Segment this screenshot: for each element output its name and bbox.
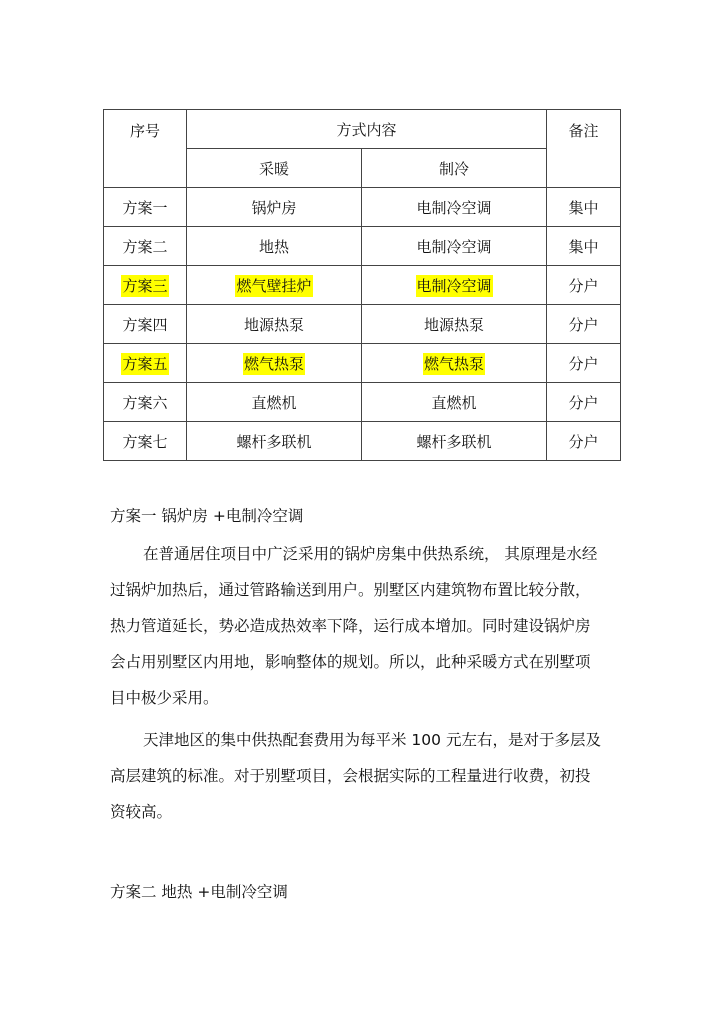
section1-p1-line2: 过锅炉加热后，通过管路输送到用户。别墅区内建筑物布置比较分散， bbox=[110, 581, 591, 599]
row-note bbox=[547, 266, 621, 305]
row-note-text: 分户 bbox=[568, 432, 599, 451]
header-heating: 采暖 bbox=[187, 149, 362, 188]
row-heating-text: 地热 bbox=[258, 237, 289, 256]
section1-p2-line1: 天津地区的集中供热配套费用为每平米 100 元左右，是对于多层及 bbox=[143, 731, 601, 749]
row-name bbox=[104, 227, 187, 266]
row-note-text: 集中 bbox=[568, 237, 599, 256]
section2-heading: 方案二 地热 +电制冷空调 bbox=[110, 883, 288, 901]
row-name bbox=[104, 422, 187, 461]
section1-p2-line3: 资较高。 bbox=[110, 803, 173, 821]
row-heating-text: 燃气热泵 bbox=[243, 354, 304, 373]
row-heating-text: 地源热泵 bbox=[243, 315, 304, 334]
row-name-text: 方案二 bbox=[122, 237, 168, 256]
table-row bbox=[104, 227, 621, 266]
row-heating bbox=[187, 188, 362, 227]
row-heating-text: 直燃机 bbox=[251, 393, 297, 412]
row-heating-text: 锅炉房 bbox=[251, 198, 297, 217]
row-cooling-text: 燃气热泵 bbox=[424, 354, 485, 373]
table-row bbox=[104, 266, 621, 305]
row-note-text: 分户 bbox=[568, 276, 599, 295]
scheme-table bbox=[103, 109, 621, 461]
row-note-text: 分户 bbox=[568, 315, 599, 334]
table-row bbox=[104, 422, 621, 461]
row-cooling-text: 电制冷空调 bbox=[416, 198, 492, 217]
row-note bbox=[547, 383, 621, 422]
section1-p1-line1: 在普通居住项目中广泛采用的锅炉房集中供热系统， 其原理是水经 bbox=[143, 545, 598, 563]
row-name bbox=[104, 305, 187, 344]
row-cooling-text: 电制冷空调 bbox=[416, 237, 492, 256]
row-note bbox=[547, 344, 621, 383]
header-content: 方式内容 bbox=[187, 110, 547, 149]
row-note bbox=[547, 227, 621, 266]
row-heating bbox=[187, 383, 362, 422]
row-heating bbox=[187, 422, 362, 461]
row-note-text: 分户 bbox=[568, 354, 599, 373]
row-note bbox=[547, 305, 621, 344]
section1-p1-line5: 目中极少采用。 bbox=[110, 689, 219, 707]
row-name-text: 方案四 bbox=[122, 315, 168, 334]
row-cooling-text: 地源热泵 bbox=[424, 315, 485, 334]
header-cooling: 制冷 bbox=[362, 149, 547, 188]
row-heating-text: 螺杆多联机 bbox=[236, 432, 312, 451]
row-cooling bbox=[362, 188, 547, 227]
row-heating bbox=[187, 227, 362, 266]
table-row bbox=[104, 188, 621, 227]
section1-p2-line2: 高层建筑的标准。对于别墅项目，会根据实际的工程量进行收费，初投 bbox=[110, 767, 591, 785]
header-note: 备注 bbox=[547, 110, 621, 188]
row-cooling-text: 螺杆多联机 bbox=[416, 432, 492, 451]
row-cooling-text: 电制冷空调 bbox=[416, 276, 492, 295]
row-cooling bbox=[362, 305, 547, 344]
row-heating bbox=[187, 266, 362, 305]
row-heating bbox=[187, 305, 362, 344]
row-name bbox=[104, 344, 187, 383]
table-row bbox=[104, 383, 621, 422]
row-cooling bbox=[362, 344, 547, 383]
row-note-text: 集中 bbox=[568, 198, 599, 217]
row-note-text: 分户 bbox=[568, 393, 599, 412]
row-name bbox=[104, 383, 187, 422]
row-name bbox=[104, 266, 187, 305]
row-heating bbox=[187, 344, 362, 383]
row-name-text: 方案一 bbox=[122, 198, 168, 217]
row-cooling bbox=[362, 266, 547, 305]
row-name-text: 方案七 bbox=[122, 432, 168, 451]
row-note bbox=[547, 188, 621, 227]
row-name bbox=[104, 188, 187, 227]
row-name-text: 方案六 bbox=[122, 393, 168, 412]
section1-p1-line4: 会占用别墅区内用地，影响整体的规划。所以，此种采暖方式在别墅项 bbox=[110, 653, 591, 671]
row-name-text: 方案三 bbox=[122, 276, 168, 295]
header-seq: 序号 bbox=[104, 110, 187, 188]
row-cooling-text: 直燃机 bbox=[431, 393, 477, 412]
section1-heading: 方案一 锅炉房 +电制冷空调 bbox=[110, 507, 304, 525]
table-row bbox=[104, 305, 621, 344]
row-heating-text: 燃气壁挂炉 bbox=[236, 276, 312, 295]
section1-p1-line3: 热力管道延长，势必造成热效率下降，运行成本增加。同时建设锅炉房 bbox=[110, 617, 591, 635]
row-name-text: 方案五 bbox=[122, 354, 168, 373]
table-row bbox=[104, 344, 621, 383]
row-cooling bbox=[362, 227, 547, 266]
row-cooling bbox=[362, 383, 547, 422]
row-note bbox=[547, 422, 621, 461]
row-cooling bbox=[362, 422, 547, 461]
